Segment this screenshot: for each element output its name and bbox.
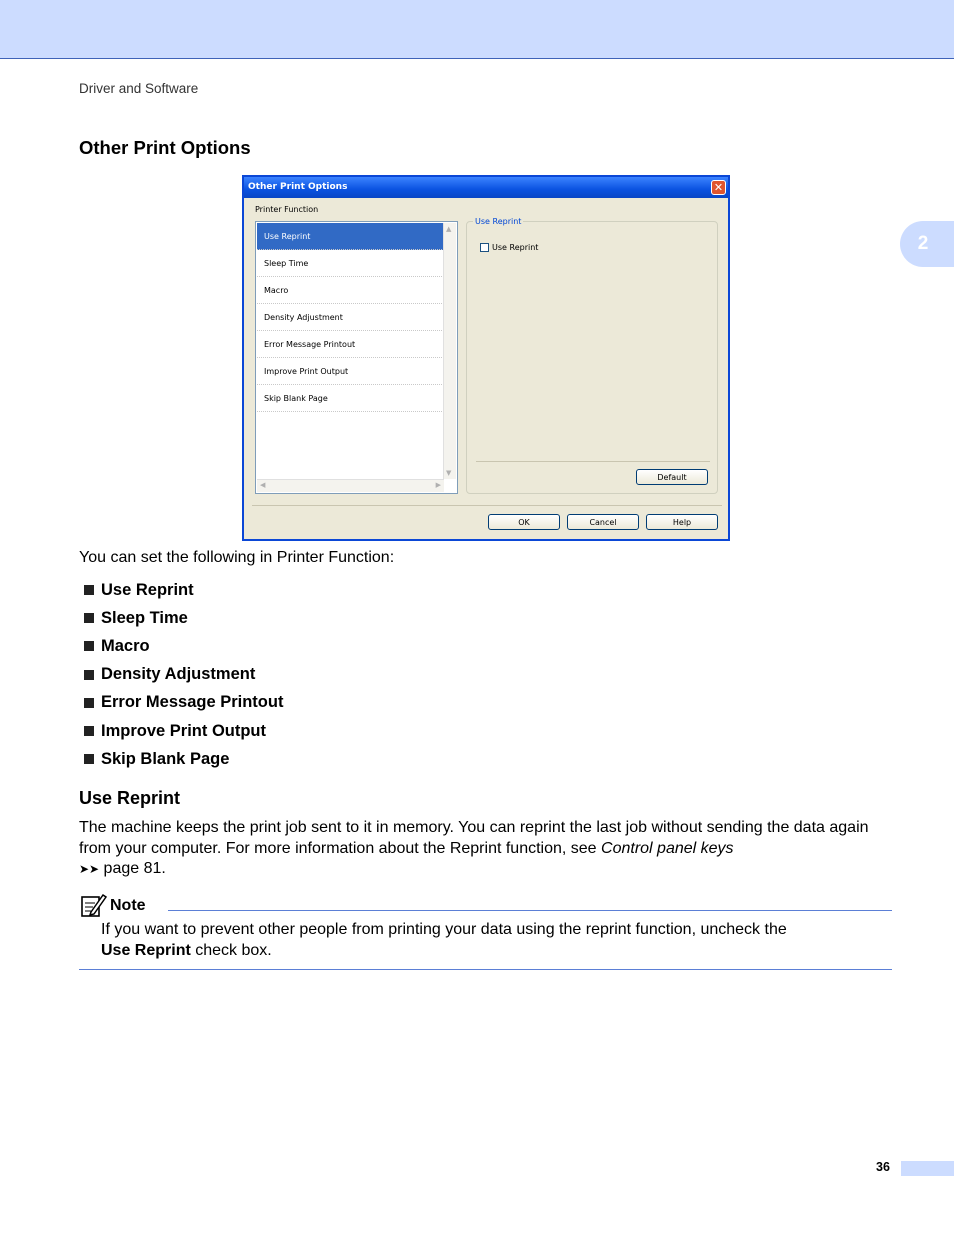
dialog-title: Other Print Options [248,182,348,192]
vertical-scrollbar[interactable] [443,223,456,479]
use-reprint-checkbox-label[interactable]: Use Reprint [492,243,539,252]
note-label: Note [110,897,146,914]
function-list [84,576,283,773]
chapter-tab: 2 [900,221,954,267]
list-items [257,223,444,412]
use-reprint-checkbox[interactable] [480,243,489,252]
list-item[interactable]: Sleep Time [257,250,444,277]
note-icon [80,892,108,918]
bullet-item [84,689,283,717]
bullet-item [84,576,283,604]
list-item[interactable]: Improve Print Output [257,358,444,385]
note-text-before: If you want to prevent other people from printing your data using the reprint function, uncheck the [101,921,787,938]
scroll-down-icon[interactable]: ▼ [446,469,452,477]
list-item[interactable]: Error Message Printout [257,331,444,358]
top-header-band [0,0,954,59]
bullet-item [84,632,283,660]
note-text-bold: Use Reprint [101,941,191,959]
page-reference: page 81. [99,860,166,877]
printer-function-label: Printer Function [255,205,319,214]
ok-button[interactable]: OK [488,514,560,530]
bullet-item [84,717,283,745]
scroll-left-icon[interactable]: ◀ [260,481,266,489]
list-item[interactable]: Skip Blank Page [257,385,444,412]
bullet-label: Error Message Printout [101,693,284,712]
page-number: 36 [876,1160,890,1174]
running-header: Driver and Software [79,81,199,96]
bullet-square-icon [84,754,94,764]
scroll-up-icon[interactable]: ▲ [446,225,452,233]
body-paragraph [79,818,891,880]
intro-text: You can set the following in Printer Function: [79,549,395,566]
bullet-label: Macro [101,636,150,655]
settings-panel [466,221,718,494]
use-reprint-checkbox-row[interactable] [480,243,538,252]
bullet-label: Improve Print Output [101,721,266,740]
bullet-label: Density Adjustment [101,665,256,684]
footer-band [901,1161,954,1176]
bullet-square-icon [84,613,94,623]
close-icon[interactable]: ✕ [711,180,726,195]
bullet-square-icon [84,585,94,595]
bullet-label: Sleep Time [101,608,188,627]
list-item[interactable]: Macro [257,277,444,304]
other-print-options-dialog [242,175,730,541]
dialog-divider [252,505,722,506]
bullet-item [84,604,283,632]
bullet-square-icon [84,641,94,651]
bullet-square-icon [84,698,94,708]
subheading: Use Reprint [79,788,181,808]
scroll-right-icon[interactable]: ▶ [435,481,441,489]
note-rule [168,910,892,911]
note-bottom-rule [79,969,892,970]
printer-function-list[interactable] [255,221,458,494]
bullet-label: Use Reprint [101,580,194,599]
note-text [101,920,881,961]
help-button[interactable]: Help [646,514,718,530]
paragraph-link[interactable]: Control panel keys [601,839,734,857]
bullet-square-icon [84,726,94,736]
bullet-item [84,661,283,689]
list-item[interactable]: Use Reprint [257,223,444,250]
default-button[interactable]: Default [636,469,708,485]
list-item[interactable]: Density Adjustment [257,304,444,331]
horizontal-scrollbar[interactable] [257,479,444,492]
panel-divider [476,461,710,462]
bullet-item [84,745,283,773]
dialog-titlebar [244,177,728,198]
bullet-label: Skip Blank Page [101,749,230,768]
bullet-square-icon [84,670,94,680]
section-title: Other Print Options [79,137,251,158]
note-text-after: check box. [190,941,272,959]
paragraph-text: The machine keeps the print job sent to it in memory. You can reprint the last job without sending the data again from your computer. For more information about the Reprint function, see [79,819,869,857]
cancel-button[interactable]: Cancel [567,514,639,530]
panel-legend: Use Reprint [475,217,522,226]
arrows-icon: ➤➤ [79,862,100,876]
